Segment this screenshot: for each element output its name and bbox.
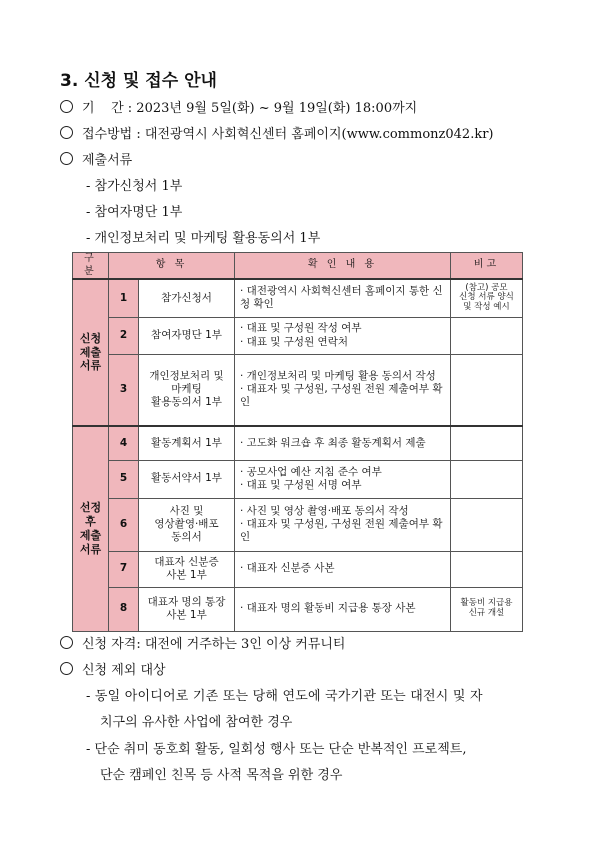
note-cell	[451, 426, 523, 460]
desc-cell	[235, 317, 451, 354]
desc-line: · 대표자 신분증 사본	[240, 562, 335, 575]
desc-cell	[235, 426, 451, 460]
documents-table	[72, 252, 523, 632]
exclusion-item-cont: 치구의 유사한 사업에 참여한 경우	[100, 715, 293, 730]
row-number: 2	[109, 317, 139, 354]
header-category: 구 분	[73, 253, 109, 280]
docs-title: 제출서류	[82, 153, 133, 168]
table-row	[73, 551, 523, 587]
table-row	[73, 498, 523, 551]
item-cell: 사진 및 영상촬영·배포 동의서	[139, 498, 235, 551]
period-label: 기 간	[82, 101, 124, 116]
table-row	[73, 587, 523, 631]
row-number: 8	[109, 587, 139, 631]
desc-line: · 대표자 및 구성원, 구성원 전원 제출여부 확인	[240, 383, 443, 409]
eligibility-text: 신청 자격: 대전에 거주하는 3인 이상 커뮤니티	[82, 637, 346, 652]
desc-line: · 대표자 명의 활동비 지급용 통장 사본	[240, 602, 416, 615]
row-number: 6	[109, 498, 139, 551]
row-number: 4	[109, 426, 139, 460]
item-cell: 활동계획서 1부	[139, 426, 235, 460]
row-number: 7	[109, 551, 139, 587]
item-cell: 대표자 신분증 사본 1부	[139, 551, 235, 587]
desc-line: · 공모사업 예산 지침 준수 여부	[240, 465, 382, 478]
desc-line: · 사진 및 영상 촬영·배포 동의서 작성	[240, 504, 409, 517]
item-cell: 참가신청서	[139, 279, 235, 317]
method-label: 접수방법	[82, 127, 133, 142]
circle-bullet-icon	[60, 126, 73, 139]
doc-item: - 개인정보처리 및 마케팅 활용동의서 1부	[86, 231, 321, 246]
note-cell	[451, 317, 523, 354]
period-row	[60, 97, 417, 116]
note-cell	[451, 354, 523, 426]
note-cell	[451, 460, 523, 498]
desc-line: · 개인정보처리 및 마케팅 활용 동의서 작성	[240, 370, 436, 383]
circle-bullet-icon	[60, 636, 73, 649]
exclusion-item-cont: 단순 캠페인 친목 등 사적 목적을 위한 경우	[100, 768, 343, 783]
desc-line: · 대표 및 구성원 연락처	[240, 335, 348, 348]
exclusion-item: - 동일 아이디어로 기존 또는 당해 연도에 국가기관 또는 대전시 및 자	[86, 689, 483, 704]
note-cell: 활동비 지급용 신규 개설	[451, 587, 523, 631]
exclusion-title: 신청 제외 대상	[82, 663, 166, 678]
circle-bullet-icon	[60, 100, 73, 113]
item-cell: 활동서약서 1부	[139, 460, 235, 498]
desc-line: · 대표 및 구성원 서명 여부	[240, 479, 362, 491]
header-item: 항 목	[109, 253, 235, 280]
header-desc: 확 인 내 용	[235, 253, 451, 280]
category-cell: 신청 제출 서류	[73, 279, 109, 426]
row-number: 3	[109, 354, 139, 426]
desc-cell	[235, 498, 451, 551]
method-value: : 대전광역시 사회혁신센터 홈페이지(www.commonz042.kr)	[136, 127, 494, 142]
method-row	[60, 123, 494, 142]
table-row	[73, 279, 523, 317]
doc-item: - 참가신청서 1부	[86, 179, 183, 194]
desc-line: · 대표 및 구성원 작성 여부	[240, 322, 362, 335]
desc-cell	[235, 279, 451, 317]
desc-cell	[235, 354, 451, 426]
desc-line: · 고도화 워크숍 후 최종 활동계획서 제출	[240, 436, 426, 449]
item-cell: 대표자 명의 통장 사본 1부	[139, 587, 235, 631]
table-row	[73, 317, 523, 354]
circle-bullet-icon	[60, 152, 73, 165]
eligibility-row	[60, 633, 346, 652]
item-cell: 개인정보처리 및 마케팅 활용동의서 1부	[139, 354, 235, 426]
desc-line: · 대표자 및 구성원, 구성원 전원 제출여부 확인	[240, 517, 443, 544]
item-cell: 참여자명단 1부	[139, 317, 235, 354]
docs-title-row	[60, 149, 132, 168]
exclusion-title-row	[60, 659, 166, 678]
category-cell: 선정 후 제출 서류	[73, 426, 109, 631]
desc-cell	[235, 460, 451, 498]
section-title: 3. 신청 및 접수 안내	[60, 71, 217, 91]
note-cell: (참고) 공모 신청 서류 양식 및 작성 예시	[451, 279, 523, 317]
exclusion-item: - 단순 취미 동호회 활동, 일회성 행사 또는 단순 반복적인 프로젝트,	[86, 742, 467, 757]
table-row	[73, 426, 523, 460]
note-cell	[451, 498, 523, 551]
doc-item: - 참여자명단 1부	[86, 205, 183, 220]
desc-cell	[235, 551, 451, 587]
row-number: 5	[109, 460, 139, 498]
table-row	[73, 460, 523, 498]
circle-bullet-icon	[60, 662, 73, 675]
header-note: 비고	[451, 253, 523, 280]
row-number: 1	[109, 279, 139, 317]
desc-cell	[235, 587, 451, 631]
desc-line: · 대전광역시 사회혁신센터 홈페이지 통한 신청 확인	[240, 285, 443, 311]
table-row	[73, 354, 523, 426]
period-value: : 2023년 9월 5일(화) ~ 9월 19일(화) 18:00까지	[127, 101, 418, 116]
note-cell	[451, 551, 523, 587]
